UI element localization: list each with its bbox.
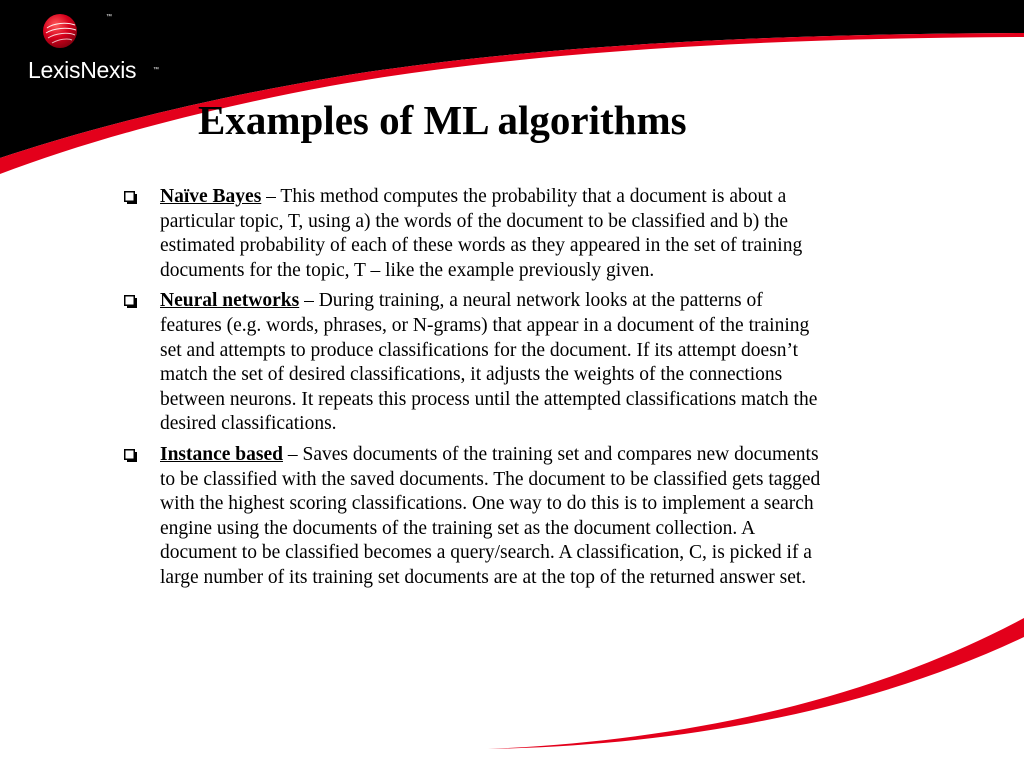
bullet-term: Neural networks <box>160 290 300 312</box>
logo-trademark: ™ <box>153 67 159 73</box>
bullet-item-instance-based <box>120 443 828 591</box>
checkbox-bullet-icon <box>124 191 138 205</box>
logo-sphere-icon <box>42 13 78 49</box>
logo-trademark-top: ™ <box>106 14 112 20</box>
checkbox-bullet-icon <box>124 449 138 463</box>
bullet-list <box>120 185 828 597</box>
bullet-item-naive-bayes <box>120 185 828 283</box>
bullet-item-neural-networks <box>120 289 828 437</box>
bullet-text: – Saves documents of the training set and compares new documents to be classified with the saved documents. The document to be classified gets tagged with the highest scoring classifications. One way to do this is to implement a search engine using the documents of the training set as the document collection. A document to be classified becomes a query/search. A classification, C, is picked if a large number of its training set documents are at the top of the returned answer set. <box>160 443 821 588</box>
bullet-term: Naïve Bayes <box>160 186 262 207</box>
slide-title: Examples of ML algorithms <box>198 97 687 143</box>
bullet-text: – This method computes the probability that a document is about a particular topic, T, using a) the words of the document to be classified and b) the estimated probability of each of these words as they appeared in the set of training documents for the topic, T – like the example previously given. <box>160 186 803 281</box>
logo-wordmark: LexisNexis <box>28 57 137 83</box>
bullet-text: – During training, a neural network looks at the patterns of features (e.g. words, phrases, or N-grams) that appear in a document of the training set and attempts to produce classifications for the document. If its attempt doesn’t match the set of desired classifications, it adjusts the weights of the connections between neurons. It repeats this process until the attempted classifications match the desired classifications. <box>160 290 818 435</box>
checkbox-bullet-icon <box>124 295 138 309</box>
lexisnexis-logo <box>28 12 188 92</box>
bullet-term: Instance based <box>160 443 283 465</box>
